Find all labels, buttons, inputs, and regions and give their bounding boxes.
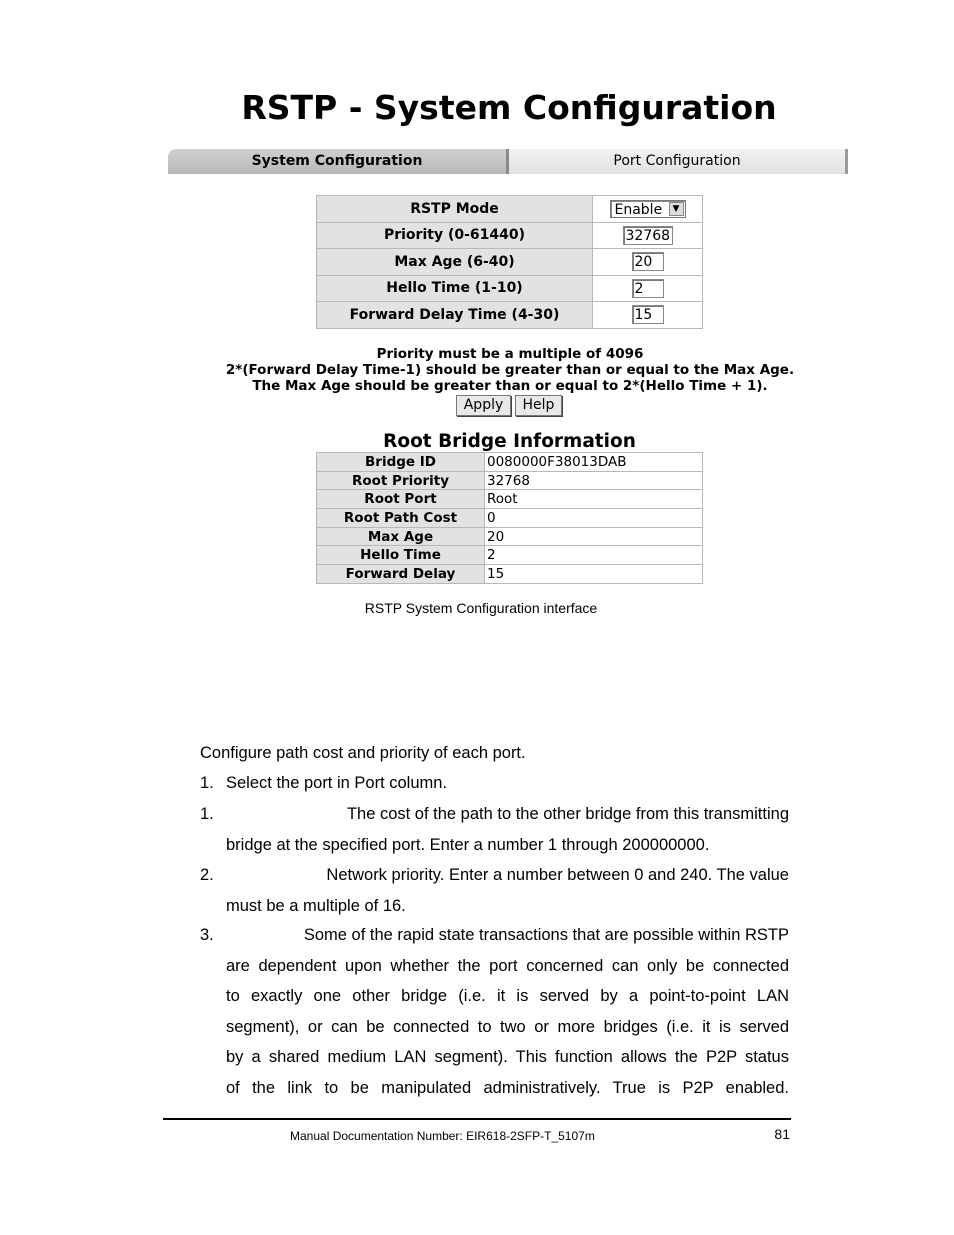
root-path-cost-value: 0 [485,509,703,528]
table-row [317,546,703,565]
table-row [317,249,703,276]
note-line: The Max Age should be greater than or equal to 2*(Hello Time + 1). [252,378,768,394]
page-number: 81 [774,1126,790,1142]
note-line: Priority must be a multiple of 4096 [376,346,644,362]
root-path-cost-label: Root Path Cost [317,509,485,528]
list-line: to exactly one other bridge (i.e. it is served by a point-to-point LAN [226,987,789,1005]
list-line: are dependent upon whether the port concerned can only be connected [226,956,789,975]
root-port-label: Root Port [317,490,485,509]
note-line: 2*(Forward Delay Time-1) should be greater than or equal to the Max Age. [225,362,795,378]
hello-time-label: Hello Time (1-10) [317,275,593,302]
max-age-label: Max Age (6-40) [317,249,593,276]
table-row [317,275,703,302]
hello-time-info-value: 2 [485,546,703,565]
root-priority-value: 32768 [485,471,703,490]
footer-divider [163,1118,791,1120]
table-row [317,509,703,528]
table-row [317,222,703,249]
tab-label: Port Configuration [613,153,741,169]
hello-time-info-label: Hello Time [317,546,485,565]
tab-label: System Configuration [251,153,423,169]
list-line: must be a multiple of 16. [226,896,406,915]
list-line: by a shared medium LAN segment). This function allows the P2P status [226,1048,789,1066]
list-item [226,799,789,860]
list-line: Some of the rapid state transactions that are possible within RSTP [303,926,789,944]
help-button[interactable]: Help [515,395,562,416]
tab-system-configuration[interactable] [168,149,509,174]
bridge-id-label: Bridge ID [317,453,485,472]
list-line: The cost of the path to the other bridge from this transmitting [346,805,789,823]
list-number: 2. [200,866,214,884]
table-row [317,565,703,584]
priority-input[interactable]: 32768 [623,226,673,245]
page-title: RSTP - System Configuration [241,88,777,127]
forward-delay-label: Forward Delay Time (4-30) [317,302,593,329]
max-age-info-value: 20 [485,527,703,546]
rstp-mode-value: Enable [614,201,663,218]
figure-caption: RSTP System Configuration interface [364,600,598,616]
rstp-config-table [316,195,703,329]
list-number: 1. [200,774,214,792]
max-age-info-label: Max Age [317,527,485,546]
rstp-mode-label: RSTP Mode [317,196,593,223]
root-port-value: Root [485,490,703,509]
forward-delay-info-value: 15 [485,565,703,584]
forward-delay-input[interactable]: 15 [632,305,664,324]
hello-time-input[interactable]: 2 [632,279,664,298]
list-item [226,920,789,1103]
chevron-down-icon[interactable]: ▼ [669,202,684,216]
table-row [317,302,703,329]
footer-doc-number: Manual Documentation Number: EIR618-2SFP-T_5107m [290,1129,595,1143]
list-line: segment), or can be connected to two or more bridges (i.e. it is served [226,1017,789,1036]
max-age-input[interactable]: 20 [632,252,664,271]
table-row [317,453,703,472]
list-line: Select the port in Port column. [226,774,448,792]
list-line: Network priority. Enter a number between 0 and 240. The value [326,866,789,884]
intro-paragraph: Configure path cost and priority of each port. [200,744,526,762]
root-bridge-table [316,452,703,584]
priority-label: Priority (0-61440) [317,222,593,249]
root-bridge-title: Root Bridge Information [383,431,636,452]
list-item [226,860,789,921]
list-line: of the link to be manipulated administratively. True is P2P enabled. [226,1078,789,1097]
list-line: bridge at the specified port. Enter a number 1 through 200000000. [226,835,710,854]
list-number: 3. [200,926,214,944]
table-row [317,527,703,546]
table-row [317,196,703,223]
apply-button[interactable]: Apply [456,395,511,416]
rstp-mode-select[interactable] [610,200,686,218]
forward-delay-info-label: Forward Delay [317,565,485,584]
list-number: 1. [200,805,214,823]
table-row [317,471,703,490]
tab-port-configuration[interactable] [509,149,848,174]
root-priority-label: Root Priority [317,471,485,490]
list-item [226,768,789,799]
table-row [317,490,703,509]
config-notes [200,346,820,394]
bridge-id-value: 0080000F38013DAB [485,453,703,472]
